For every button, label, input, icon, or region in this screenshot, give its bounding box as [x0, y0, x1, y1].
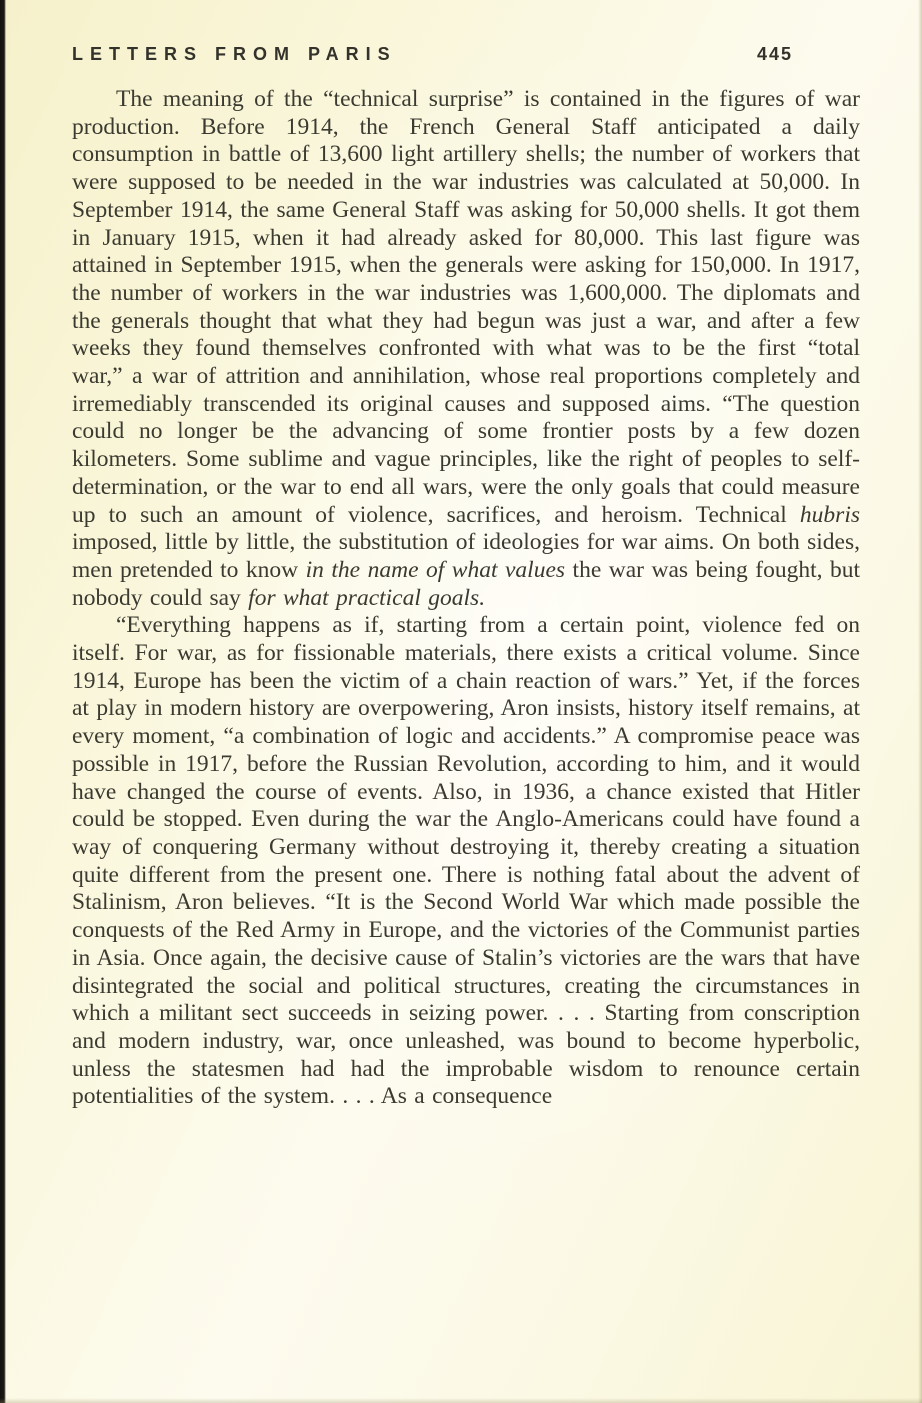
- text-run: the war was being fought, but nobody could say: [72, 556, 861, 611]
- running-title: LETTERS FROM PARIS: [72, 44, 397, 64]
- italic-run: for what practical goals.: [248, 584, 486, 611]
- text-run: The meaning of the “technical surprise” is contained in the figures of war production. Before 1914, the French General Staff anticipated a daily consumption in battle of 13,600 light artillery shells; the number of workers that were supposed to be needed in the war industries was calculated at 50,000. In September 1914, the same General Staff was asking for 50,000 shells. It got them in January 1915, when it had already asked for 80,000. This last figure was attained in September 1915, when the generals were asking for 150,000. In 1917, the number of workers in the war industries was 1,600,000. The diplomats and the generals thought that what they had begun was just a war, and after a few weeks they found themselves confronted with what was to be the first “total war,” a war of attrition and annihilation, whose real proportions completely and irremediably transcended its original causes and supposed aims. “The question could no longer be the advancing of some frontier posts by a few dozen kilometers. Some sublime and vague principles, like the right of peoples to self-determination, or the war to end all wars, were the only goals that could measure up to such an amount of violence, sacrifices, and heroism. Technical: [72, 86, 860, 528]
- paragraph: [72, 86, 860, 612]
- text-run: imposed, little by little, the substitution of ideologies for war aims. On both sides, men pretended to know: [72, 529, 860, 583]
- scan-edge-left: [0, 0, 6, 1403]
- italic-run: in the name of what values: [305, 556, 566, 583]
- scan-edge-right: [918, 0, 922, 1403]
- page-number: 445: [756, 44, 793, 64]
- italic-run: hubris: [799, 501, 860, 528]
- text-block: [72, 86, 860, 1111]
- running-header: [72, 44, 922, 68]
- paragraph: [72, 612, 860, 1111]
- text-run: “Everything happens as if, starting from a certain point, violence fed on itself. For war, as for fissionable materials, there exists a critical volume. Since 1914, Europe has been the victim of a chain reaction of wars.” Yet, if the forces at play in modern history are overpowering, Aron insists, history itself remains, at every moment, “a combination of logic and accidents.” A compromise peace was possible in 1917, before the Russian Revolution, according to him, and it would have changed the course of events. Also, in 1936, a chance existed that Hitler could be stopped. Even during the war the Anglo-Americans could have found a way of conquering Germany without destroying it, thereby creating a situation quite different from the present one. There is nothing fatal about the advent of Stalinism, Aron believes. “It is the Second World War which made possible the conquests of the Red Army in Europe, and the victories of the Communist parties in Asia. Once again, the decisive cause of Stalin’s victories are the wars that have disintegrated the social and political structures, creating the circumstances in which a militant sect succeeds in seizing power. . . . Starting from conscription and modern industry, war, once unleashed, was bound to become hyperbolic, unless the statesmen had had the improbable wisdom to renounce certain potentialities of the system. . . . As a consequence: [72, 612, 860, 1110]
- scan-edge-bottom: [0, 1398, 922, 1403]
